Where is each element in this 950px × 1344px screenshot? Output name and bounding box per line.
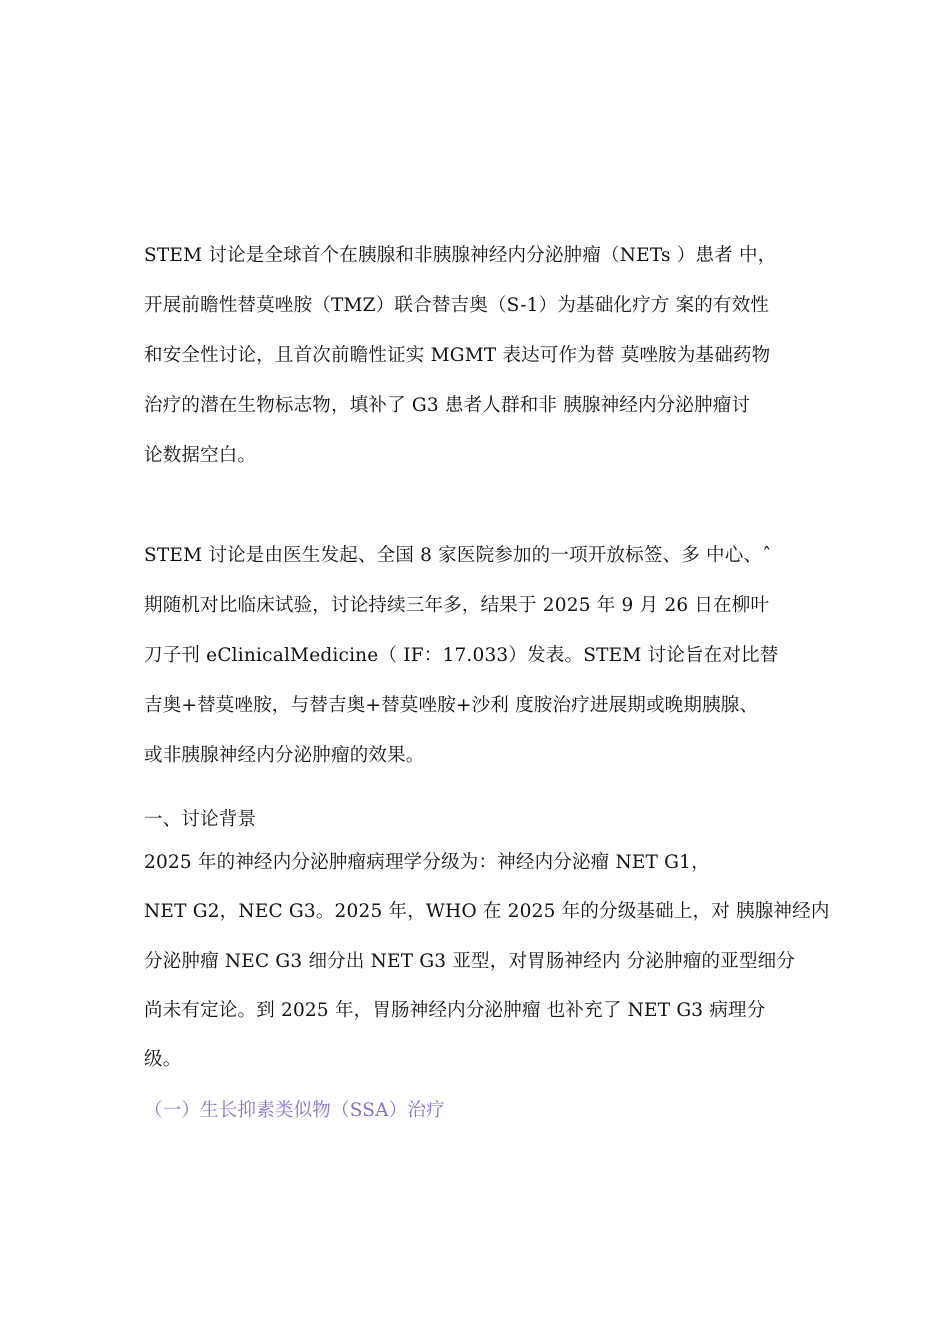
paragraph-1-line-5: 论数据空白。	[144, 445, 257, 466]
paragraph-1-line-1: STEM 讨论是全球首个在胰腺和非胰腺神经内分泌肿瘤（NETs ）患者 中，	[144, 245, 777, 266]
paragraph-3-line-1: 2025 年的神经内分泌肿瘤病理学分级为：神经内分泌瘤 NET G1，	[144, 852, 710, 873]
paragraph-2-line-4: 吉奥+替莫唑胺，与替吉奥+替莫唑胺+沙利 度胺治疗进展期或晚期胰腺、	[144, 695, 759, 716]
paragraph-1-line-4: 治疗的潜在生物标志物，填补了 G3 患者人群和非 胰腺神经内分泌肿瘤讨	[144, 395, 751, 416]
section-heading: 一、讨论背景	[144, 809, 257, 830]
subsection-heading: （一）生长抑素类似物（SSA）治疗	[144, 1100, 445, 1121]
paragraph-2-line-1: STEM 讨论是由医生发起、全国 8 家医院参加的一项开放标签、多 中心、ˆ	[144, 545, 772, 566]
paragraph-3-line-5: 级。	[144, 1049, 182, 1070]
paragraph-1-line-3: 和安全性讨论，且首次前瞻性证实 MGMT 表达可作为替 莫唑胺为基础药物	[144, 345, 771, 366]
paragraph-1-line-2: 开展前瞻性替莫唑胺（TMZ）联合替吉奥（S-1）为基础化疗方 案的有效性	[144, 295, 770, 316]
paragraph-3-line-4: 尚未有定论。到 2025 年，胃肠神经内分泌肿瘤 也补充了 NET G3 病理分	[144, 1000, 766, 1021]
paragraph-2-line-2: 期随机对比临床试验，讨论持续三年多，结果于 2025 年 9 月 26 日在柳叶	[144, 595, 770, 616]
paragraph-2-line-3: 刀子刊 eClinicalMedicine（ IF：17.033）发表。STEM 讨论旨在对比替	[144, 645, 779, 666]
paragraph-2-line-5: 或非胰腺神经内分泌肿瘤的效果。	[144, 745, 425, 766]
paragraph-3-line-2: NET G2，NEC G3。2025 年，WHO 在 2025 年的分级基础上，对 胰腺神经内	[144, 901, 830, 922]
paragraph-3-line-3: 分泌肿瘤 NEC G3 细分出 NET G3 亚型，对胃肠神经内 分泌肿瘤的亚型细分	[144, 951, 796, 972]
